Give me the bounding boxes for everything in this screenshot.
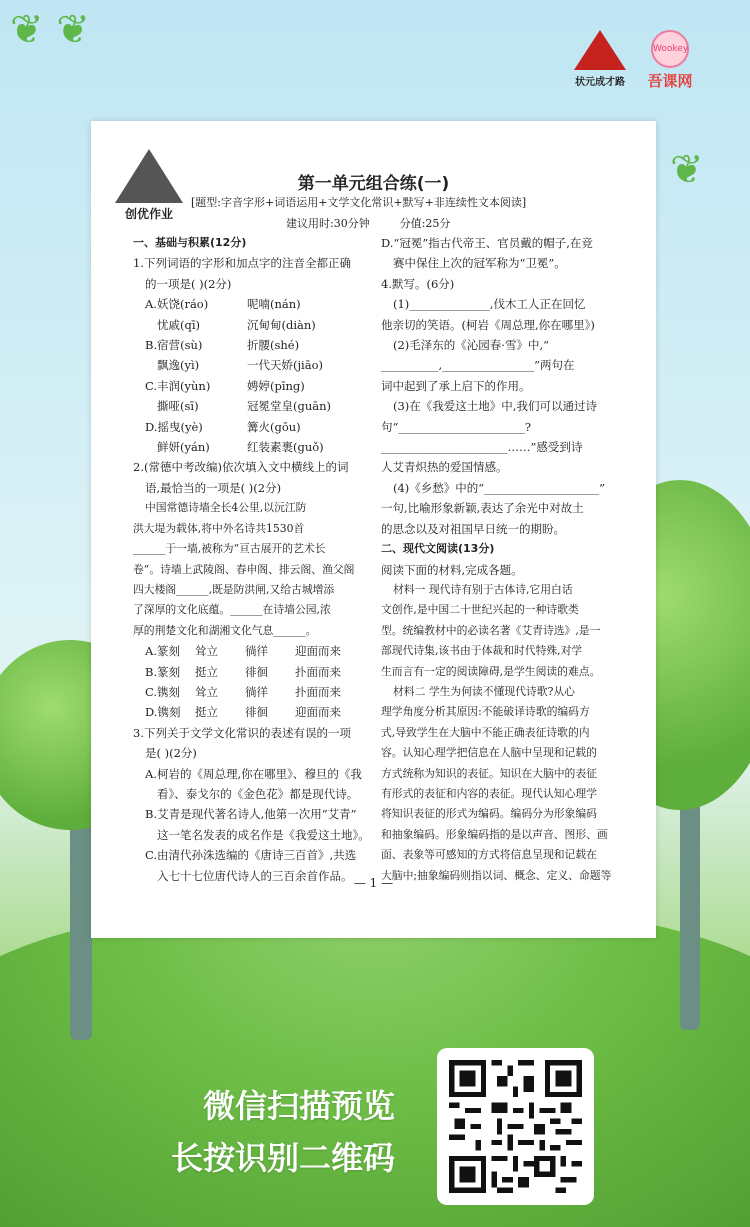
option-line: 入七十七位唐代诗人的三百余首作品。 (157, 868, 353, 883)
material-line: 生而言有一定的阅读障碍,是学生阅读的难点。 (381, 664, 601, 678)
option-row: A.篆刻 耸立 徜徉 迎面而来 (145, 644, 341, 659)
option-line: 赛中保住上次的冠军称为“卫冕”。 (393, 256, 566, 271)
blank-line: __________,________________”两句在 (381, 358, 575, 373)
option-row: B.篆刻 挺立 徘徊 扑面而来 (145, 664, 341, 679)
blank-line: (4)《乡愁》中的“____________________” (393, 480, 606, 495)
passage-line: 中国常德诗墙全长4公里,以沅江防 (145, 501, 307, 515)
option-line: 这一笔名发表的成名作是《我爱这土地》。 (157, 827, 370, 842)
scan-prompt-line2: 长按识别二维码 (170, 1139, 395, 1177)
option-line: A.柯岩的《周总理,你在哪里》、穆旦的《我 (145, 766, 362, 781)
passage-line: 厚的荆楚文化和湖湘文化气息______。 (133, 623, 317, 637)
total-score: 分值:25分 (399, 217, 451, 230)
blank-line: (3)在《我爱这土地》中,我们可以通过诗 (393, 399, 597, 414)
leaf-branch-top-left: ❦ ❦ (10, 7, 90, 53)
option-row: 飘逸(yì) 一代天娇(jiāo) (157, 358, 323, 373)
blank-line: ______________________……”感受到诗 (381, 440, 583, 455)
question-text: 3.下列关于文学文化常识的表述有误的一项 (133, 725, 351, 740)
option-row: D.摇曳(yè) 篝火(gōu) (145, 419, 301, 434)
material-line: 有形式的表征和内容的表征。现代认知心理学 (381, 786, 597, 800)
material-line: 将知识表征的形式为编码。编码分为形象编码 (381, 807, 597, 821)
option-row: 撕哑(sī) 冠冕堂皇(guān) (157, 399, 332, 414)
material-line: 方式统称为知识的表征。知识在大脑中的表征 (381, 766, 597, 780)
leaf-branch-top-right: ❦ (670, 147, 704, 193)
option-line: B.艾青是现代著名诗人,他第一次用“艾青” (145, 807, 357, 822)
suggested-time: 建议用时:30分钟 (286, 217, 370, 230)
question-text: 2.(常德中考改编)依次填入文中横线上的词 (133, 460, 349, 475)
material-line: 容。认知心理学把信息在人脑中呈现和记载的 (381, 746, 597, 760)
blank-line: (1)______________,伐木工人正在回忆 (393, 297, 586, 312)
scan-prompt-line1: 微信扫描预览 (202, 1087, 395, 1125)
brand1-text: 状元成才路 (575, 77, 625, 88)
option-row: C.丰润(yùn) 娉婷(pīng) (145, 378, 305, 393)
passage-line: 了深厚的文化底蕴。______在诗墙公园,浓 (133, 603, 331, 617)
brand-logos (572, 30, 698, 91)
section-heading: 一、基础与积累(12分) (133, 236, 247, 249)
section-heading: 二、现代文阅读(13分) (381, 542, 495, 556)
blank-line: 的思念以及对祖国早日统一的期盼。 (381, 521, 565, 536)
material-line: 材料一 现代诗有别于古体诗,它用白话 (393, 582, 573, 596)
option-line: 看》、泰戈尔的《金色花》都是现代诗。 (157, 786, 359, 801)
badge-label: 创优作业 (124, 207, 173, 221)
rabbit-icon: Wookey (651, 30, 689, 68)
passage-line: 卷”。诗墙上武陵阁、春申阁、排云阁、渔父阁 (133, 562, 355, 576)
question-text: 是( )(2分) (145, 746, 197, 761)
option-row: 忧戚(qī) 沉甸甸(diàn) (157, 317, 316, 332)
crown-icon (574, 30, 626, 70)
passage-line: 四大楼阁______,既是防洪闸,又给古城增添 (133, 582, 335, 596)
scan-prompt (115, 1080, 395, 1184)
option-line: D.“冠冕”指古代帝王、官员戴的帽子,在竞 (381, 236, 593, 250)
brand2-text: 吾课网 (647, 72, 693, 90)
instruction: 阅读下面的材料,完成各题。 (381, 562, 523, 577)
wookey-logo (642, 30, 698, 91)
time-score (286, 215, 450, 231)
qr-code[interactable] (437, 1048, 594, 1205)
option-row: D.镌刻 挺立 徘徊 迎面而来 (145, 705, 341, 720)
material-line: 式,导致学生在大脑中不能正确表征诗歌的内 (381, 725, 590, 739)
question-text: 语,最恰当的一项是( )(2分) (145, 480, 282, 495)
question-types: [题型:字音字形+词语运用+文学文化常识+默写+非连续性文本阅读] (191, 196, 527, 209)
material-line: 大脑中;抽象编码则指以词、概念、定义、命题等 (381, 868, 612, 882)
material-line: 部现代诗集,该书由于体裁和时代特殊,对学 (381, 644, 583, 658)
option-row: C.镌刻 耸立 徜徉 扑面而来 (145, 684, 341, 699)
left-column (133, 233, 371, 886)
material-line: 材料二 学生为何读不懂现代诗歌?从心 (393, 684, 575, 698)
material-line: 和抽象编码。形象编码指的是以声音、图形、画 (381, 827, 608, 841)
worksheet-page (91, 121, 656, 938)
blank-line: (2)毛泽东的《沁园春·雪》中,“ (393, 338, 549, 353)
question-text: 4.默写。(6分) (381, 276, 455, 291)
question-text: 的一项是( )(2分) (145, 276, 232, 291)
blank-line: 他亲切的笑语。(柯岩《周总理,你在哪里》) (381, 317, 595, 332)
qr-code-icon (449, 1060, 582, 1193)
material-line: 理学角度分析其原因:不能破译诗歌的编码方 (381, 705, 590, 719)
material-line: 文创作,是中国二十世纪兴起的一种诗歌类 (381, 603, 579, 617)
material-line: 面、表象等可感知的方式将信息呈现和记载在 (381, 848, 597, 862)
option-line: C.由清代孙洙选编的《唐诗三百首》,共选 (145, 848, 357, 863)
zhuangyuan-logo (572, 30, 628, 88)
blank-line: 人艾青炽热的爱国情感。 (381, 460, 508, 475)
passage-line: ______于一墙,被称为“亘古展开的艺术长 (133, 542, 326, 556)
material-line: 型。统编教材中的必读名著《艾青诗选》,是一 (381, 623, 601, 637)
page-number: — 1 — (353, 876, 394, 890)
right-column (381, 233, 613, 886)
question-text: 1.下列词语的字形和加点字的注音全都正确 (133, 256, 351, 271)
passage-line: 洪大堤为载体,将中外名诗共1530首 (133, 521, 305, 535)
blank-line: 句“______________________? (381, 419, 532, 434)
blank-line: 一句,比喻形象新颖,表达了余光中对故土 (381, 501, 584, 516)
option-row: B.宿营(sù) 折腰(shé) (145, 338, 300, 353)
blank-line: 词中起到了承上启下的作用。 (381, 378, 531, 393)
option-row: 鲜妍(yán) 红装素裹(guǒ) (157, 440, 324, 455)
page-title: 第一单元组合练(一) (297, 174, 450, 194)
option-row: A.妖饶(ráo) 呢喃(nán) (145, 297, 301, 312)
